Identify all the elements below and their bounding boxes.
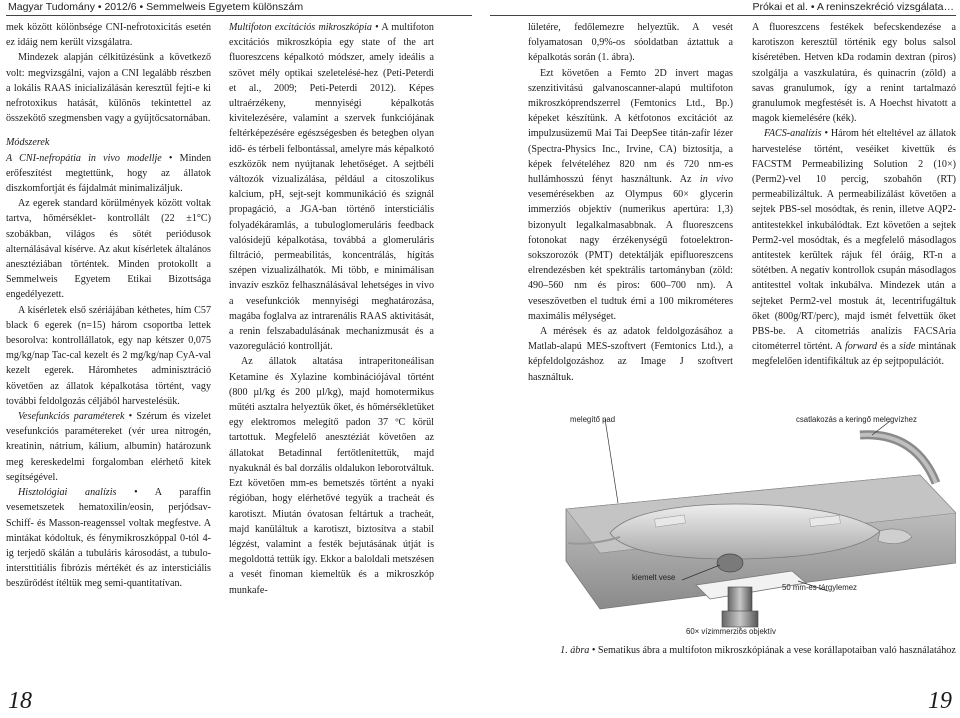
kidney-shape	[717, 554, 743, 572]
text-column-4	[752, 20, 956, 370]
italic-term: forward	[844, 341, 878, 353]
running-header-right: Prókai et al. • A reninszekréció vizsgálata…	[752, 1, 954, 13]
paragraph	[528, 66, 733, 324]
figure-caption	[560, 643, 956, 658]
section-heading: Módszerek	[6, 137, 50, 149]
paragraph	[6, 485, 211, 591]
header-rule-right	[490, 15, 956, 16]
caption-number: 1. ábra	[560, 645, 590, 656]
label-glass-slide: 50 mm-es tárgylemez	[782, 583, 857, 592]
paragraph: A mérések és az adatok feldolgozásához a Matlab-alapú MES-szoftvert (Femtonics Ltd.), a képfeldolgozáshoz az Image J szoftvert használtuk.	[528, 326, 733, 383]
page-number-left: 18	[8, 688, 32, 714]
paragraph-text: • A paraffin vesemetszetek hematoxilin/eosin, perjódsav-Schiff- és Masson-reagenssel voltak megfestve. A mintákat kódoltuk, és fénymikroszkóppal 0-tól 4-ig terjedő skálán a tubuláris károsodást, a tubulo-intersttitiális fibrózis mértékét és az intersticiális beszűrődést ítéltük meg semi-quantitatívan.	[6, 487, 211, 590]
paragraph	[229, 20, 434, 354]
paragraph-text: és a	[877, 341, 900, 353]
paragraph: A fluoreszcens festékek befecskendezése a karotiszon keresztül történik egy bolus salsol kíséretében. Hetven kDa rodamin dextran (piros) szolgálja a vaszkulatúra, és quinacrin (zöld) a savas granulumok, így a renint tartalmazó granulumok megfestését is. A Hoechst hivatott a magok kiemelésére (kék).	[752, 22, 956, 125]
paragraph	[6, 409, 211, 485]
page-number-right: 19	[928, 688, 952, 714]
italic-term: side	[899, 341, 916, 353]
run-in-heading: A CNI-nefropátia in vivo modellje	[6, 152, 162, 164]
paragraph: Az állatok altatása intraperitoneálisan Ketamine és Xylazine kombinációjával történt (800 µl/kg és 200 µl/kg), majd homotermikus műtéti asztalra helyeztük őket, és hőmérsékletüket egy elektromos melegítő padon 37 ºC körül tartottuk. Megfelelő anesztéziát követően az állatokat Betadinnal fertőtlenítettük, majd nyakuknál és bal dorzális oldalukon leborotváltuk. Ezt követően mm-es bemetszés történt a nyaki régióban, hogy elérhetővé tegyük a tracheát és karotiszt. Miután óvatosan feltártuk a tracheát, majd kanüláltuk a karotiszt, biztosítva a stabil légzést, valamint a festék bejutásának útját is megoldottá tettük így. Ekkor a baloldali metszésen a vesét finoman kiemeltük és a mikroszkóp munkafe-	[229, 356, 434, 596]
paragraph-text: mintának megfelelően identifikáltuk az ép sejtpopulációt.	[752, 341, 956, 368]
run-in-heading: Vesefunkciós paraméterek	[18, 411, 125, 423]
paragraph: lületére, fedőlemezre helyeztük. A vesét folyamatosan 0,9%-os sóoldatban áztattuk a képalkotás során (1. ábra).	[528, 22, 733, 64]
run-in-heading: Multifoton excitációs mikroszkópia	[229, 22, 372, 33]
figure-microscopy-schematic	[560, 413, 956, 640]
schematic-illustration	[560, 413, 956, 640]
label-kidney: kiemelt vese	[632, 573, 676, 582]
paragraph-text: • Három hét elteltével az állatok harvestelése történt, veséiket kivettük és FACSTM Permeabilizing Solution 2 (10×) (Perm2)-vel 10 percig, szobahőn (RT) permeabilizáltuk. A permeabilizálást követően a sejtek PBS-sel mosódtak, és renin, illetve AQP2-antitestekkel inkubálódtak. Ezt követően a sejtek Perm2-vel mosódtak, és a megfelelő másodlagos antitestek kerültek rájuk fél óráig, RT-n a sötétben. A negatív kontrollok csupán másodlagos antitesttel voltak inkubálva. Mindezek után a sejteket Perm2-vel mostuk át, lecentrifugáltuk őket (800g/RT/perc), majd ismét felvettük őket PBS-be. A citometriás analízis FACSAria citométerrel történt. A	[752, 128, 956, 353]
paragraph-text: • Minden erőfeszítést megtettünk, hogy az állatok diszkomfortját és fájdalmát minimalizáljuk.	[6, 152, 211, 195]
paragraph: Mindezek alapján célkitűzésünk a következő volt: megvizsgálni, vajon a CNI legalább részben a lokális RAAS inicializálásán keresztül fejti-e ki nefrotoxikus hatását, különös tekintettel az összekötő szegmensben vagy a gyűjtőcsatornában.	[6, 52, 211, 125]
run-in-heading: FACS-analízis	[764, 128, 822, 140]
paragraph: Az egerek standard körülmények között voltak tartva, hőmérséklet- kontrollált (22 ±1°C) szobákban, világos és sötét periódusok alternálásával kísérve. Az akut kísérletek általános anesztéziában történtek. Minden protokollt a Semmelweis Egyetem Etikai Bizottsága engedélyezett.	[6, 198, 211, 301]
paragraph	[6, 151, 211, 197]
paragraph	[752, 126, 956, 369]
paragraph: mek között kölönbsége CNI-nefrotoxicitás esetén ez idáig nem került vizsgálatra.	[6, 22, 211, 49]
label-objective: 60× vízimmerziós objektív	[686, 627, 776, 636]
text-column-1	[6, 20, 211, 592]
paragraph-text: • Szérum és vizelet vesefunkciós paramétereket (vér urea nitrogén, kreatinin, nátrium, kálium, albumin) határozunk meg kereskedelmi forgalomban elérhető kitek segítségével.	[6, 411, 211, 483]
running-header-left: Magyar Tudomány • 2012/6 • Semmelweis Egyetem különszám	[8, 1, 304, 13]
run-in-heading: Hisztológiai analízis	[18, 487, 117, 499]
paragraph-text: Ezt követően a Femto 2D invert magas szenzitivitású galvanoscanner-alapú multifoton mikroszkóprendszerrel (Femtonics Ltd., Bp.) képeket készítünk. A kétfotonos excitációt az impulzusüzemű Mai Tai DeepSee titán-zafír lézer (Spectra-Physics Inc., Irvine, CA) biztosítja, a képek felvételéhez 820 nm és 720 nm-es hullámhosszú fényt használtunk. Az	[528, 67, 733, 186]
paragraph: A kísérletek első szériájában kéthetes, hím C57 black 6 egerek (n=15) három csoportba lettek besorolva: kontrollállatok, egy nap kétszer 0,075 mg/kg/nap Tac-cal kezelt és 2 mg/kg/nap CyA-val kezelt egerek. Háromhetes adminisztráció követően az állatok képalkotása történt, vagy további feldolgozás céljából harvestelésük.	[6, 304, 211, 407]
text-column-3	[528, 20, 733, 385]
objective-shape	[728, 587, 752, 613]
caption-text: • Sematikus ábra a multifoton mikroszkópiának a vese korállapotaiban való használatához	[589, 645, 956, 656]
text-column-2	[229, 20, 434, 598]
label-water-connection: csatlakozás a keringő melegvízhez	[796, 415, 917, 424]
header-rule-left	[6, 15, 472, 16]
paragraph-text: vesemérésekben az Olympus 60× glycerin immerziós objektív (numerikus apertúra: 1,3) bizonyult legalkalmasabbnak. A fluoreszcens fotonokat nagy érzékenységű fotoelektron-sokszorozók (PMT) detektálják epifluoreszcens elrendezésben két spektrális tartományban (zöld: 490–560 nm és piros: 600–700 nm). A veseszövetben el tudtuk érni a 100 mikrométeres maximális mélységet.	[528, 189, 733, 322]
italic-term: in vivo	[699, 174, 733, 186]
label-heating-pad: melegítő pad	[570, 415, 616, 424]
paragraph-text: • A multifoton excitációs mikroszkópia egy state of the art fluoreszcens képalkotó módszer, amely ideális a szövet mély optikai szeletelésé-hez (Peti-Peterdi et al., 2009; Peti-Peterdi 2012). Képes ultraérzékeny, mennyiségi képalkotás kivitelezésére, valamint a szervek funkciójának feltérképezésére egészségesben és betegben olyan idő- és térbeli felbontással, amelyre más képalkotó eszközök nem nyújtanak lehetőséget. A sejtbéli változók vizualizálása, például a citoszolikus kalcium, pH, sejt-sejt kommunikáció és szignál propagáció, a JGA-ban történő intersticiális folyadékáramlás, a tubuloglomeruláris feedback valósidejű képalkotása, továbbá a glomeruláris filtráció, permeabilitás, koncentrálás, hígítás szépen vizualizálhatók. Mi több, e minimálisan invazív eszköz felhasználásával lehetséges in vivo a vesefunkciók mennyiségi meghatározása, magába foglalva az intrarenális RAAS aktivitását, a renin felszabadulásának mechanizmusát és a vazoreguláció kontrollját.	[229, 22, 434, 353]
